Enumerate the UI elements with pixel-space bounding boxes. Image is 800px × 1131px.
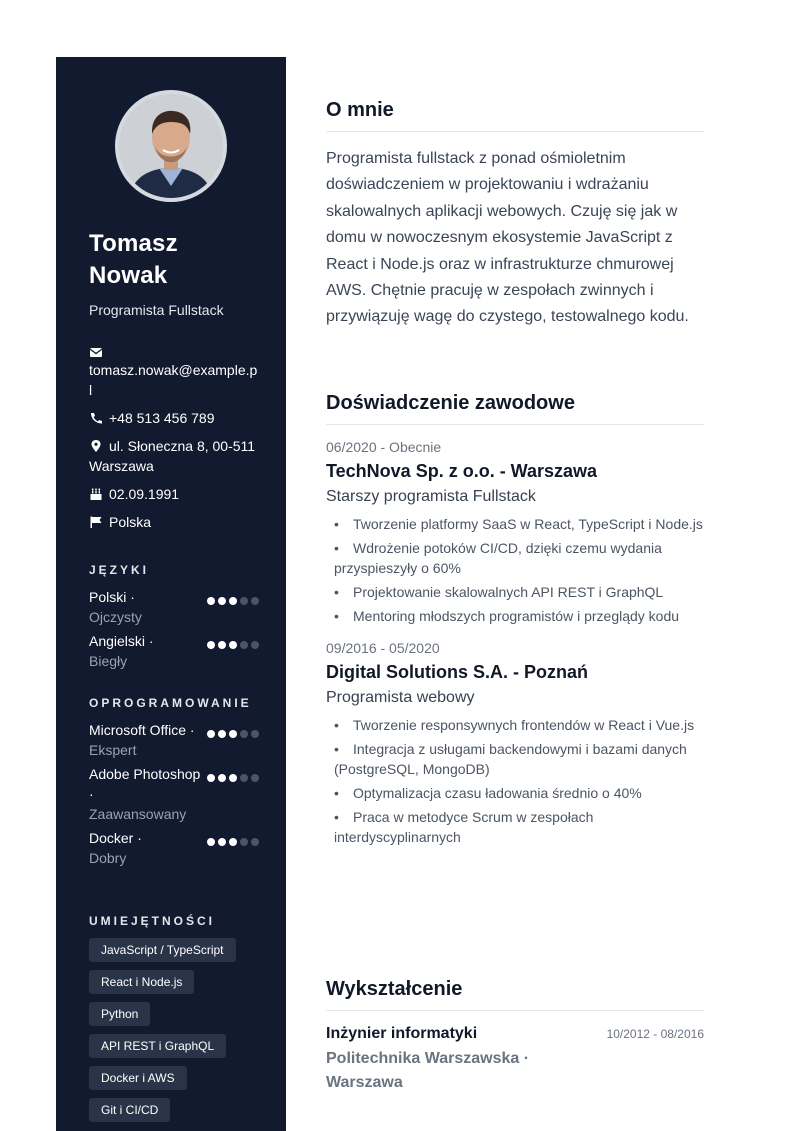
rating-dot-filled: [207, 774, 215, 782]
contact-email: [89, 346, 259, 400]
rating-dot-empty: [251, 641, 259, 649]
rating-dot-filled: [229, 597, 237, 605]
language-item-text: [89, 631, 154, 671]
job-bullet-text: Optymalizacja czasu ładowania średnio o 40%: [353, 785, 642, 801]
software-item-text: [89, 720, 195, 760]
rating-dot-empty: [240, 641, 248, 649]
rating-dot-empty: [251, 774, 259, 782]
skill-chip: React i Node.js: [89, 970, 194, 994]
job-bullet: [334, 715, 704, 735]
job-bullets: [326, 514, 704, 626]
contact-country: [89, 512, 259, 532]
software-item-name: Adobe Photoshop ·: [89, 766, 201, 802]
flag-icon: [89, 516, 103, 528]
skill-chip: JavaScript / TypeScript: [89, 938, 236, 962]
job-bullet: [334, 606, 704, 626]
software-item-name: Docker ·: [89, 830, 142, 846]
job-title: Starszy programista Fullstack: [326, 488, 536, 505]
rating-dot-filled: [218, 838, 226, 846]
about-text: Programista fullstack z ponad ośmioletnim doświadczeniem w projektowaniu i wdrażaniu skalowalnych aplikacji webowych. Czuję się jak w domu w nowoczesnym ekosystemie JavaScript z React i Node.js oraz w infrastrukturze chmurowej AWS. Chętnie pracuję w zespołach zwinnych i przywiązuję wagę do czystego, testowalnego kodu.: [326, 150, 689, 326]
rating-dot-empty: [240, 597, 248, 605]
software-item-level: Zaawansowany: [89, 806, 187, 822]
bullet-icon: •: [334, 741, 339, 757]
job-bullet-text: Tworzenie platformy SaaS w React, TypeScript i Node.js: [353, 516, 703, 532]
rating-dot-filled: [218, 774, 226, 782]
job-entry: [326, 640, 704, 847]
rating-dot-filled: [229, 730, 237, 738]
skill-chip: API REST i GraphQL: [89, 1034, 226, 1058]
software-item: [89, 828, 259, 868]
job-date: 06/2020 - Obecnie: [326, 439, 442, 455]
job-bullet-text: Tworzenie responsywnych frontendów w React i Vue.js: [353, 717, 695, 733]
job-bullet-text: Projektowanie skalowalnych API REST i GraphQL: [353, 584, 664, 600]
rating-dot-empty: [251, 730, 259, 738]
job-bullets: [326, 715, 704, 847]
contact-phone: [89, 408, 259, 428]
rating-dot-empty: [240, 730, 248, 738]
software-item-level: Ekspert: [89, 742, 137, 758]
bullet-icon: •: [334, 717, 339, 733]
software-item-text: [89, 828, 142, 868]
rating-dot-empty: [240, 838, 248, 846]
address-text: ul. Słoneczna 8, 00-511 Warszawa: [89, 438, 256, 474]
job-company: TechNova Sp. z o.o. - Warszawa: [326, 461, 598, 481]
job-entry: [326, 439, 704, 626]
cake-icon: [89, 488, 103, 500]
rating-dots: [207, 597, 259, 605]
sidebar: [56, 57, 286, 1131]
skills-section: [89, 914, 259, 1122]
bullet-icon: •: [334, 809, 339, 825]
candidate-name: Tomasz Nowak: [89, 230, 178, 289]
job-bullet-text: Mentoring młodszych programistów i przeglądy kodu: [353, 608, 680, 624]
education-entry: [326, 1025, 704, 1095]
envelope-icon: [89, 346, 103, 358]
rating-dot-filled: [207, 838, 215, 846]
contact-birthdate: [89, 484, 259, 504]
job-bullet: [334, 514, 704, 534]
rating-dot-filled: [207, 597, 215, 605]
experience-section: [326, 392, 704, 851]
software-item-name: Microsoft Office ·: [89, 722, 195, 738]
rating-dot-filled: [229, 838, 237, 846]
rating-dot-filled: [229, 774, 237, 782]
about-heading: O mnie: [326, 99, 704, 132]
map-pin-icon: [89, 440, 103, 452]
software-item: [89, 720, 259, 760]
rating-dot-empty: [240, 774, 248, 782]
job-bullet-text: Praca w metodyce Scrum w zespołach interdyscyplinarnych: [334, 809, 594, 845]
skill-chip: Docker i AWS: [89, 1066, 187, 1090]
language-item-level: Ojczysty: [89, 609, 142, 625]
bullet-icon: •: [334, 540, 339, 556]
language-item-name: Angielski ·: [89, 633, 154, 649]
education-date: 10/2012 - 08/2016: [606, 1027, 704, 1041]
education-section: [326, 978, 704, 1095]
rating-dots: [207, 774, 259, 782]
software-section: [89, 696, 259, 872]
phone-text[interactable]: +48 513 456 789: [109, 410, 215, 426]
rating-dots: [207, 838, 259, 846]
language-item-name: Polski ·: [89, 589, 135, 605]
email-text[interactable]: tomasz.nowak@example.pl: [89, 362, 258, 398]
contact-address: [89, 436, 259, 476]
language-item-level: Biegły: [89, 653, 128, 669]
bullet-icon: •: [334, 516, 339, 532]
education-school: Politechnika Warszawska · Warszawa: [326, 1050, 530, 1091]
job-bullet-text: Integracja z usługami backendowymi i bazami danych (PostgreSQL, MongoDB): [334, 741, 687, 777]
software-title: OPROGRAMOWANIE: [89, 696, 252, 710]
birthdate-text: 02.09.1991: [109, 486, 180, 502]
job-bullet-text: Wdrożenie potoków CI/CD, dzięki czemu wydania przyspieszyły o 60%: [334, 540, 662, 576]
language-item-text: [89, 587, 142, 627]
rating-dot-empty: [251, 597, 259, 605]
rating-dots: [207, 641, 259, 649]
rating-dot-filled: [218, 597, 226, 605]
rating-dot-empty: [251, 838, 259, 846]
languages-title: JĘZYKI: [89, 563, 150, 577]
experience-heading: Doświadczenie zawodowe: [326, 392, 704, 425]
job-company: Digital Solutions S.A. - Poznań: [326, 662, 589, 682]
job-bullet: [334, 783, 704, 803]
job-bullet: [334, 807, 704, 847]
rating-dot-filled: [207, 730, 215, 738]
skills-title: UMIEJĘTNOŚCI: [89, 914, 216, 928]
education-degree: Inżynier informatyki: [326, 1025, 478, 1042]
job-bullet: [334, 582, 704, 602]
language-item: [89, 631, 259, 671]
candidate-role: Programista Fullstack: [89, 302, 224, 318]
bullet-icon: •: [334, 584, 339, 600]
job-bullet: [334, 538, 704, 578]
bullet-icon: •: [334, 608, 339, 624]
education-heading: Wykształcenie: [326, 978, 704, 1011]
portrait-image: [119, 94, 223, 198]
rating-dot-filled: [207, 641, 215, 649]
about-section: [326, 99, 704, 331]
language-item: [89, 587, 259, 627]
rating-dot-filled: [218, 641, 226, 649]
rating-dot-filled: [218, 730, 226, 738]
software-item-level: Dobry: [89, 850, 127, 866]
skill-chip: Python: [89, 1002, 150, 1026]
languages-section: [89, 563, 259, 675]
job-title: Programista webowy: [326, 689, 475, 706]
contact-list: [89, 346, 259, 540]
avatar: [115, 90, 227, 202]
rating-dot-filled: [229, 641, 237, 649]
rating-dots: [207, 730, 259, 738]
software-item-text: [89, 764, 207, 824]
skill-chip: Git i CI/CD: [89, 1098, 170, 1122]
job-date: 09/2016 - 05/2020: [326, 640, 440, 656]
bullet-icon: •: [334, 785, 339, 801]
software-item: [89, 764, 259, 824]
country-text: Polska: [109, 514, 152, 530]
education-main: [326, 1025, 556, 1095]
skills-chips: [89, 938, 259, 1122]
job-bullet: [334, 739, 704, 779]
phone-icon: [89, 412, 103, 424]
